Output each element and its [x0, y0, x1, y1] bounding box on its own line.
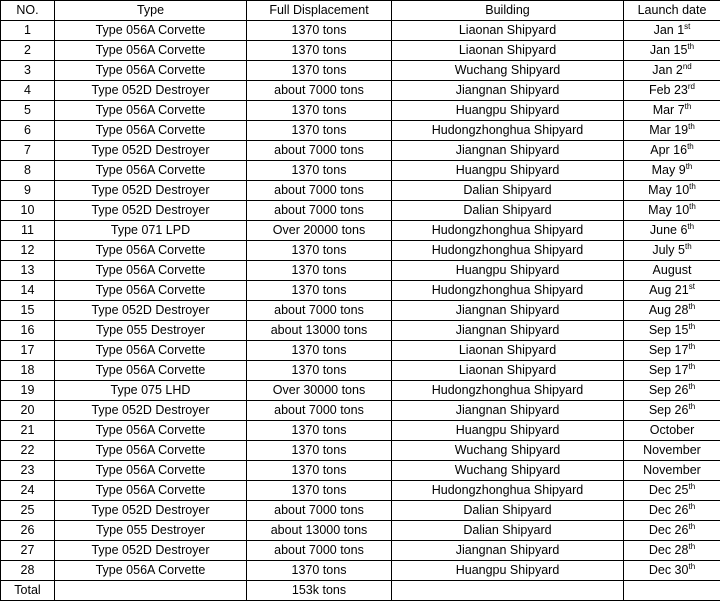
cell-type: Type 056A Corvette	[55, 421, 247, 441]
table-row	[1, 521, 720, 541]
cell-building: Jiangnan Shipyard	[392, 541, 624, 561]
launch-date-text: May 9	[652, 163, 686, 177]
launch-date-ordinal-suffix: th	[688, 122, 695, 131]
table-row	[1, 481, 720, 501]
launch-date-ordinal-suffix: th	[688, 302, 695, 311]
cell-displacement: 1370 tons	[247, 561, 392, 581]
table-row	[1, 21, 720, 41]
cell-displacement: 1370 tons	[247, 421, 392, 441]
cell-displacement: 1370 tons	[247, 241, 392, 261]
cell-no: 7	[1, 141, 55, 161]
cell-type: Type 052D Destroyer	[55, 301, 247, 321]
table-row	[1, 201, 720, 221]
launch-date-ordinal-suffix: th	[688, 562, 695, 571]
cell-type: Type 052D Destroyer	[55, 541, 247, 561]
launch-date-text: November	[643, 443, 701, 457]
cell-launch-date	[624, 241, 720, 261]
launch-date-ordinal-suffix: th	[689, 182, 696, 191]
column-header-no: NO.	[1, 1, 55, 21]
cell-type: Type 056A Corvette	[55, 261, 247, 281]
table-row	[1, 221, 720, 241]
cell-building: Liaonan Shipyard	[392, 41, 624, 61]
column-header-full-displacement: Full Displacement	[247, 1, 392, 21]
table-row	[1, 121, 720, 141]
cell-no: 8	[1, 161, 55, 181]
launch-date-ordinal-suffix: rd	[688, 82, 695, 91]
cell-launch-date	[624, 481, 720, 501]
launch-date-text: Dec 28	[649, 543, 689, 557]
cell-no: 21	[1, 421, 55, 441]
cell-type: Type 056A Corvette	[55, 101, 247, 121]
launch-date-text: Feb 23	[649, 83, 688, 97]
cell-launch-date	[624, 141, 720, 161]
total-building-cell	[392, 581, 624, 601]
cell-type: Type 056A Corvette	[55, 61, 247, 81]
launch-date-text: Sep 17	[649, 343, 689, 357]
cell-launch-date	[624, 41, 720, 61]
cell-building: Jiangnan Shipyard	[392, 141, 624, 161]
launch-date-text: Sep 26	[649, 403, 689, 417]
launch-date-text: August	[653, 263, 692, 277]
table-footer	[1, 581, 720, 601]
table-row	[1, 381, 720, 401]
cell-launch-date	[624, 541, 720, 561]
launch-date-ordinal-suffix: th	[686, 162, 693, 171]
cell-type: Type 056A Corvette	[55, 121, 247, 141]
launch-date-text: Dec 26	[649, 523, 689, 537]
cell-type: Type 056A Corvette	[55, 561, 247, 581]
cell-building: Liaonan Shipyard	[392, 21, 624, 41]
launch-date-ordinal-suffix: th	[688, 382, 695, 391]
cell-displacement: Over 20000 tons	[247, 221, 392, 241]
column-header-launch-date: Launch date	[624, 1, 720, 21]
cell-type: Type 056A Corvette	[55, 361, 247, 381]
cell-building: Dalian Shipyard	[392, 181, 624, 201]
launch-date-text: June 6	[650, 223, 688, 237]
cell-type: Type 056A Corvette	[55, 341, 247, 361]
table-row	[1, 241, 720, 261]
cell-displacement: about 7000 tons	[247, 201, 392, 221]
cell-launch-date	[624, 561, 720, 581]
cell-type: Type 056A Corvette	[55, 161, 247, 181]
launch-date-text: Jan 2	[652, 63, 683, 77]
table-row	[1, 421, 720, 441]
table-row	[1, 161, 720, 181]
launch-date-ordinal-suffix: th	[685, 242, 692, 251]
cell-no: 9	[1, 181, 55, 201]
launch-date-text: Dec 25	[649, 483, 689, 497]
cell-building: Hudongzhonghua Shipyard	[392, 281, 624, 301]
cell-launch-date	[624, 161, 720, 181]
cell-displacement: about 7000 tons	[247, 501, 392, 521]
launch-date-text: November	[643, 463, 701, 477]
launch-date-text: Mar 19	[649, 123, 688, 137]
cell-type: Type 056A Corvette	[55, 481, 247, 501]
cell-no: 2	[1, 41, 55, 61]
cell-launch-date	[624, 501, 720, 521]
cell-launch-date	[624, 101, 720, 121]
launch-date-text: Dec 26	[649, 503, 689, 517]
table-row	[1, 81, 720, 101]
cell-no: 17	[1, 341, 55, 361]
cell-building: Huangpu Shipyard	[392, 161, 624, 181]
table-row	[1, 261, 720, 281]
launch-date-ordinal-suffix: th	[688, 402, 695, 411]
cell-displacement: 1370 tons	[247, 361, 392, 381]
cell-building: Wuchang Shipyard	[392, 61, 624, 81]
cell-building: Liaonan Shipyard	[392, 361, 624, 381]
cell-type: Type 052D Destroyer	[55, 201, 247, 221]
table-row	[1, 501, 720, 521]
cell-displacement: 1370 tons	[247, 341, 392, 361]
cell-building: Huangpu Shipyard	[392, 561, 624, 581]
cell-displacement: about 7000 tons	[247, 81, 392, 101]
cell-no: 11	[1, 221, 55, 241]
launch-date-ordinal-suffix: th	[688, 502, 695, 511]
cell-displacement: 1370 tons	[247, 21, 392, 41]
cell-launch-date	[624, 21, 720, 41]
cell-displacement: about 7000 tons	[247, 141, 392, 161]
launch-date-ordinal-suffix: th	[688, 362, 695, 371]
cell-no: 15	[1, 301, 55, 321]
table-row	[1, 181, 720, 201]
column-header-building: Building	[392, 1, 624, 21]
launch-date-text: Sep 26	[649, 383, 689, 397]
launch-date-ordinal-suffix: th	[687, 142, 694, 151]
table-row	[1, 321, 720, 341]
cell-launch-date	[624, 521, 720, 541]
launch-date-text: Aug 21	[649, 283, 689, 297]
cell-launch-date	[624, 421, 720, 441]
cell-displacement: 1370 tons	[247, 441, 392, 461]
cell-launch-date	[624, 181, 720, 201]
cell-no: 24	[1, 481, 55, 501]
launch-date-text: May 10	[648, 183, 689, 197]
launch-date-text: Sep 15	[649, 323, 689, 337]
cell-no: 22	[1, 441, 55, 461]
cell-displacement: 1370 tons	[247, 101, 392, 121]
cell-displacement: 1370 tons	[247, 281, 392, 301]
cell-type: Type 055 Destroyer	[55, 321, 247, 341]
cell-building: Liaonan Shipyard	[392, 341, 624, 361]
table-body	[1, 21, 720, 581]
cell-type: Type 056A Corvette	[55, 461, 247, 481]
cell-no: 1	[1, 21, 55, 41]
table-row	[1, 401, 720, 421]
launch-date-text: Jan 1	[654, 23, 685, 37]
table-row	[1, 361, 720, 381]
cell-no: 19	[1, 381, 55, 401]
total-date-cell	[624, 581, 720, 601]
cell-displacement: 1370 tons	[247, 161, 392, 181]
launch-date-text: May 10	[648, 203, 689, 217]
launch-date-ordinal-suffix: th	[688, 522, 695, 531]
cell-type: Type 052D Destroyer	[55, 141, 247, 161]
cell-no: 25	[1, 501, 55, 521]
cell-no: 14	[1, 281, 55, 301]
cell-displacement: 1370 tons	[247, 61, 392, 81]
cell-building: Jiangnan Shipyard	[392, 321, 624, 341]
cell-launch-date	[624, 321, 720, 341]
table-row	[1, 141, 720, 161]
cell-type: Type 071 LPD	[55, 221, 247, 241]
total-type-cell	[55, 581, 247, 601]
cell-launch-date	[624, 61, 720, 81]
cell-type: Type 056A Corvette	[55, 281, 247, 301]
cell-no: 20	[1, 401, 55, 421]
launch-date-text: October	[650, 423, 694, 437]
cell-launch-date	[624, 81, 720, 101]
table-row	[1, 461, 720, 481]
cell-building: Huangpu Shipyard	[392, 421, 624, 441]
cell-no: 12	[1, 241, 55, 261]
table-header	[1, 1, 720, 21]
cell-building: Hudongzhonghua Shipyard	[392, 241, 624, 261]
cell-building: Hudongzhonghua Shipyard	[392, 381, 624, 401]
table-row	[1, 301, 720, 321]
cell-no: 27	[1, 541, 55, 561]
cell-type: Type 056A Corvette	[55, 241, 247, 261]
launch-date-ordinal-suffix: th	[688, 482, 695, 491]
cell-no: 6	[1, 121, 55, 141]
cell-type: Type 075 LHD	[55, 381, 247, 401]
cell-displacement: about 13000 tons	[247, 521, 392, 541]
launch-date-text: Mar 7	[653, 103, 685, 117]
cell-displacement: 1370 tons	[247, 121, 392, 141]
cell-launch-date	[624, 201, 720, 221]
cell-building: Dalian Shipyard	[392, 501, 624, 521]
cell-displacement: Over 30000 tons	[247, 381, 392, 401]
launch-date-ordinal-suffix: nd	[683, 62, 692, 71]
total-row	[1, 581, 720, 601]
column-header-type: Type	[55, 1, 247, 21]
cell-displacement: 1370 tons	[247, 461, 392, 481]
cell-displacement: 1370 tons	[247, 41, 392, 61]
cell-no: 18	[1, 361, 55, 381]
launch-date-ordinal-suffix: st	[689, 282, 695, 291]
launch-date-text: Dec 30	[649, 563, 689, 577]
launch-date-ordinal-suffix: th	[688, 342, 695, 351]
cell-type: Type 056A Corvette	[55, 41, 247, 61]
table-row	[1, 281, 720, 301]
launch-date-ordinal-suffix: th	[689, 202, 696, 211]
cell-launch-date	[624, 301, 720, 321]
launch-date-text: Sep 17	[649, 363, 689, 377]
cell-building: Hudongzhonghua Shipyard	[392, 481, 624, 501]
cell-building: Hudongzhonghua Shipyard	[392, 221, 624, 241]
cell-launch-date	[624, 381, 720, 401]
cell-building: Dalian Shipyard	[392, 521, 624, 541]
cell-launch-date	[624, 121, 720, 141]
table-header-row	[1, 1, 720, 21]
cell-no: 5	[1, 101, 55, 121]
cell-type: Type 052D Destroyer	[55, 501, 247, 521]
cell-no: 10	[1, 201, 55, 221]
cell-launch-date	[624, 401, 720, 421]
cell-building: Huangpu Shipyard	[392, 261, 624, 281]
launch-date-ordinal-suffix: th	[687, 42, 694, 51]
cell-type: Type 055 Destroyer	[55, 521, 247, 541]
cell-building: Dalian Shipyard	[392, 201, 624, 221]
cell-building: Jiangnan Shipyard	[392, 301, 624, 321]
cell-launch-date	[624, 281, 720, 301]
table-row	[1, 341, 720, 361]
cell-building: Huangpu Shipyard	[392, 101, 624, 121]
cell-launch-date	[624, 441, 720, 461]
total-label: Total	[1, 581, 55, 601]
cell-no: 16	[1, 321, 55, 341]
cell-no: 4	[1, 81, 55, 101]
cell-building: Jiangnan Shipyard	[392, 401, 624, 421]
cell-launch-date	[624, 221, 720, 241]
cell-launch-date	[624, 341, 720, 361]
launch-date-ordinal-suffix: st	[684, 22, 690, 31]
table-row	[1, 561, 720, 581]
cell-no: 13	[1, 261, 55, 281]
launch-date-ordinal-suffix: th	[688, 322, 695, 331]
cell-no: 28	[1, 561, 55, 581]
launch-date-ordinal-suffix: th	[687, 222, 694, 231]
cell-displacement: about 7000 tons	[247, 401, 392, 421]
cell-launch-date	[624, 361, 720, 381]
cell-displacement: about 7000 tons	[247, 301, 392, 321]
launch-date-text: Jan 15	[650, 43, 688, 57]
table-row	[1, 441, 720, 461]
total-displacement: 153k tons	[247, 581, 392, 601]
cell-no: 3	[1, 61, 55, 81]
cell-building: Hudongzhonghua Shipyard	[392, 121, 624, 141]
launch-date-text: July 5	[652, 243, 685, 257]
cell-type: Type 056A Corvette	[55, 441, 247, 461]
launch-date-text: Apr 16	[650, 143, 687, 157]
cell-type: Type 052D Destroyer	[55, 181, 247, 201]
table-row	[1, 41, 720, 61]
cell-building: Jiangnan Shipyard	[392, 81, 624, 101]
table-row	[1, 101, 720, 121]
cell-displacement: about 13000 tons	[247, 321, 392, 341]
cell-no: 26	[1, 521, 55, 541]
cell-displacement: about 7000 tons	[247, 541, 392, 561]
cell-displacement: 1370 tons	[247, 261, 392, 281]
cell-building: Wuchang Shipyard	[392, 461, 624, 481]
cell-type: Type 052D Destroyer	[55, 401, 247, 421]
cell-type: Type 052D Destroyer	[55, 81, 247, 101]
cell-displacement: about 7000 tons	[247, 181, 392, 201]
table-row	[1, 541, 720, 561]
cell-launch-date	[624, 261, 720, 281]
launch-date-text: Aug 28	[649, 303, 689, 317]
cell-building: Wuchang Shipyard	[392, 441, 624, 461]
table-row	[1, 61, 720, 81]
launch-date-ordinal-suffix: th	[688, 542, 695, 551]
cell-type: Type 056A Corvette	[55, 21, 247, 41]
launch-date-ordinal-suffix: th	[685, 102, 692, 111]
cell-displacement: 1370 tons	[247, 481, 392, 501]
cell-no: 23	[1, 461, 55, 481]
cell-launch-date	[624, 461, 720, 481]
